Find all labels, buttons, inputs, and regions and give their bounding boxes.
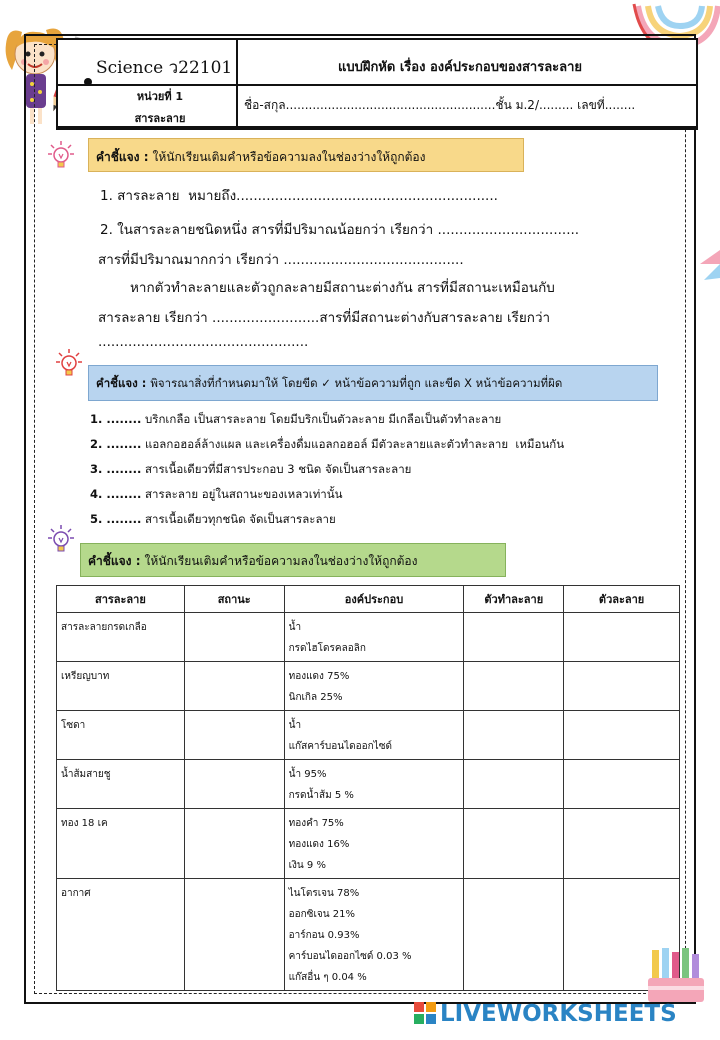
- lightbulb-icon: [56, 348, 82, 378]
- solute-cell[interactable]: [564, 760, 680, 809]
- liveworksheets-logo-icon: [414, 1002, 436, 1024]
- instruction-2: [96, 375, 562, 393]
- instruction-1: [96, 148, 425, 167]
- question-2-line-2[interactable]: สารที่มีปริมาณมากกว่า เรียกว่า ..........................................: [98, 252, 464, 268]
- components-cell: [284, 879, 464, 991]
- question-2-line-4[interactable]: สารละลาย เรียกว่า .........................สารที่มีสถานะต่างกับสารละลาย เรียกว่า: [98, 310, 551, 326]
- question-2-line-5[interactable]: .................................................: [98, 334, 309, 350]
- solution-name: อากาศ: [57, 879, 185, 991]
- component: ออกซิเจน 21%: [288, 909, 355, 920]
- components-cell: [284, 809, 464, 879]
- solution-name: เหรียญบาท: [57, 662, 185, 711]
- instruction-label: คำชี้แจง :: [96, 376, 147, 390]
- item-number-blank[interactable]: 1. ........: [90, 412, 142, 426]
- solute-cell[interactable]: [564, 662, 680, 711]
- table-row: [57, 711, 680, 760]
- component: ทองแดง 16%: [288, 839, 350, 850]
- state-cell[interactable]: [184, 662, 284, 711]
- worksheet-title: แบบฝึกหัด เรื่อง องค์ประกอบของสารละลาย: [337, 60, 583, 75]
- component: น้ำ 95%: [288, 769, 327, 780]
- header-solute: ตัวละลาย: [564, 586, 680, 613]
- component: กรดน้ำส้ม 5 %: [288, 790, 354, 801]
- question-2-line-3: หากตัวทำละลายและตัวถูกละลายมีสถานะต่างกัน สารที่มีสถานะเหมือนกับ: [130, 280, 555, 296]
- item-text: สารเนื้อเดียวทุกชนิด จัดเป็นสารละลาย: [144, 512, 336, 526]
- solute-cell[interactable]: [564, 711, 680, 760]
- solute-cell[interactable]: [564, 613, 680, 662]
- lightbulb-icon: [48, 140, 74, 170]
- pencil-cup-decoration-icon: [644, 948, 710, 1004]
- state-cell[interactable]: [184, 613, 284, 662]
- header-solvent: ตัวทำละลาย: [464, 586, 564, 613]
- unit-number: หน่วยที่ 1: [136, 90, 184, 103]
- table-row: [57, 613, 680, 662]
- component: ไนโตรเจน 78%: [288, 888, 360, 899]
- question-2-line-1[interactable]: 2. ในสารละลายชนิดหนึ่ง สารที่มีปริมาณน้อยกว่า เรียกว่า .................................: [100, 222, 580, 238]
- item-number-blank[interactable]: 3. ........: [90, 462, 142, 476]
- component: ทองคำ 75%: [288, 818, 344, 829]
- instruction-3: [88, 552, 417, 571]
- components-cell: [284, 662, 464, 711]
- item-text: แอลกอฮอล์ล้างแผล และเครื่องดื่มแอลกอฮอล์ มีตัวละลายและตัวทำละลาย เหมือนกัน: [144, 437, 565, 451]
- item-text: สารละลาย อยู่ในสถานะของเหลวเท่านั้น: [144, 487, 343, 501]
- component: แก๊สอื่น ๆ 0.04 %: [288, 972, 367, 983]
- table-header-row: [57, 586, 680, 613]
- solvent-cell[interactable]: [464, 879, 564, 991]
- solute-cell[interactable]: [564, 809, 680, 879]
- table-row: [57, 662, 680, 711]
- solution-name: น้ำส้มสายชู: [57, 760, 185, 809]
- state-cell[interactable]: [184, 809, 284, 879]
- item-number-blank[interactable]: 4. ........: [90, 487, 142, 501]
- list-item: [90, 486, 564, 511]
- solvent-cell[interactable]: [464, 662, 564, 711]
- list-item: [90, 461, 564, 486]
- table-row: [57, 760, 680, 809]
- subject-code: Science ว22101: [96, 58, 233, 78]
- question-1[interactable]: 1. สารละลาย หมายถึง.............................................................: [100, 188, 498, 204]
- component: เงิน 9 %: [288, 860, 326, 871]
- table-row: [57, 809, 680, 879]
- header-state: สถานะ: [184, 586, 284, 613]
- component: น้ำ: [288, 720, 302, 731]
- unit-name: สารละลาย: [134, 112, 186, 125]
- instruction-label: คำชี้แจง :: [88, 554, 141, 568]
- component: ทองแดง 75%: [288, 671, 350, 682]
- list-item: [90, 436, 564, 461]
- component: กรดไฮโดรคลอลิก: [288, 643, 366, 654]
- component: น้ำ: [288, 622, 302, 633]
- components-cell: [284, 711, 464, 760]
- solution-name: ทอง 18 เค: [57, 809, 185, 879]
- instruction-text: ให้นักเรียนเติมคำหรือข้อความลงในช่องว่างให้ถูกต้อง: [152, 150, 426, 164]
- instruction-label: คำชี้แจง :: [96, 150, 149, 164]
- item-number-blank[interactable]: 5. ........: [90, 512, 142, 526]
- header-components: องค์ประกอบ: [284, 586, 464, 613]
- component: นิกเกิล 25%: [288, 692, 343, 703]
- logo-text: LIVEWORKSHEETS: [440, 1001, 677, 1027]
- list-item: [90, 511, 564, 536]
- solvent-cell[interactable]: [464, 613, 564, 662]
- solvent-cell[interactable]: [464, 760, 564, 809]
- list-item: [90, 411, 564, 436]
- unit-label: [110, 86, 210, 130]
- pinwheel-decoration-icon: [698, 244, 720, 284]
- solution-name: โซดา: [57, 711, 185, 760]
- header-dot: [84, 78, 92, 86]
- state-cell[interactable]: [184, 879, 284, 991]
- lightbulb-icon: [48, 524, 74, 554]
- instruction-text: ให้นักเรียนเติมคำหรือข้อความลงในช่องว่างให้ถูกต้อง: [144, 554, 418, 568]
- components-cell: [284, 613, 464, 662]
- state-cell[interactable]: [184, 711, 284, 760]
- item-text: บริกเกลือ เป็นสารละลาย โดยมีบริกเป็นตัวละลาย มีเกลือเป็นตัวทำละลาย: [144, 412, 502, 426]
- solution-name: สารละลายกรดเกลือ: [57, 613, 185, 662]
- solutions-table: [56, 585, 680, 991]
- instruction-text: พิจารณาสิ่งที่กำหนดมาให้ โดยขีด ✓ หน้าข้อความที่ถูก และขีด X หน้าข้อความที่ผิด: [150, 376, 563, 390]
- item-number-blank[interactable]: 2. ........: [90, 437, 142, 451]
- header-solution: สารละลาย: [57, 586, 185, 613]
- table-row: [57, 879, 680, 991]
- solvent-cell[interactable]: [464, 809, 564, 879]
- component: คาร์บอนไดออกไซด์ 0.03 %: [288, 951, 412, 962]
- liveworksheets-logo[interactable]: [414, 1001, 677, 1027]
- solvent-cell[interactable]: [464, 711, 564, 760]
- component: แก๊สคาร์บอนไดออกไซด์: [288, 741, 392, 752]
- item-text: สารเนื้อเดียวที่มีสารประกอบ 3 ชนิด จัดเป็นสารละลาย: [144, 462, 412, 476]
- student-name-field[interactable]: ชื่อ-สกุล.......................................................ชั้น ม.2/......... เลขที่........: [244, 98, 636, 112]
- state-cell[interactable]: [184, 760, 284, 809]
- components-cell: [284, 760, 464, 809]
- component: อาร์กอน 0.93%: [288, 930, 360, 941]
- true-false-list: [90, 411, 564, 536]
